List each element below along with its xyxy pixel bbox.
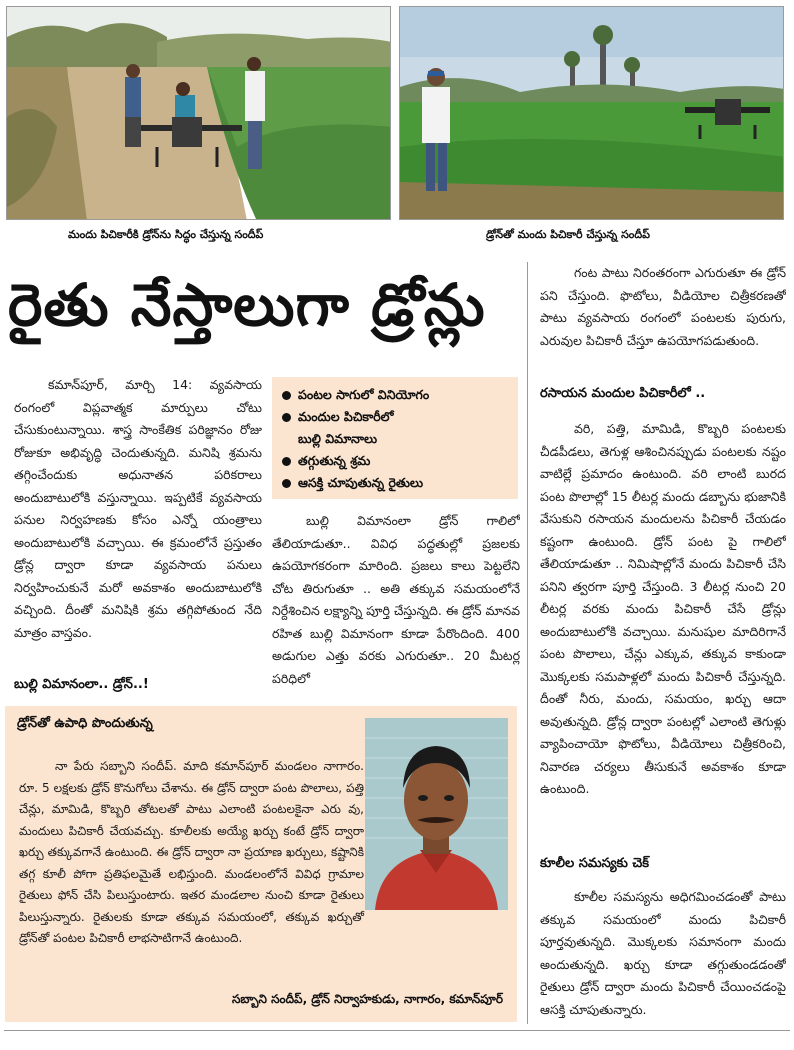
photo-drone-preparation	[6, 6, 391, 220]
highlights-box	[272, 377, 518, 499]
photo-drone-spraying	[399, 6, 784, 220]
column-3-paragraph-3: కూలీల సమస్యను అధిగమించడంతో పాటు తక్కువ సమయంలో మందు పిచికారీ పూర్తవుతున్నది. మొక్కలకు సమానంగా మందు అందుతున్నది. ఖర్చు కూడా తగ్గుతుండడంతో రైతులు డ్రోన్ ద్వారా మందు పిచికారీ చేయించడంపై ఆసక్తి చూపుతున్నారు.	[540, 889, 786, 1017]
column-3-text-bottom	[540, 886, 786, 1026]
column-divider	[527, 262, 528, 1024]
column-3-paragraph-1: గంట పాటు నిరంతరంగా ఎగురుతూ ఈ డ్రోన్ పని చేస్తుంది. ఫొటోలు, వీడియోల చిత్రీకరణతో పాటు వ్యవసాయ రంగంలో పంటలకు పురుగు, ఎరువుల పిచికారీ చేస్తూ ఉపయోగపడుతుంది.	[540, 265, 786, 348]
highlight-item	[280, 450, 510, 472]
headline: రైతు నేస్తాలుగా డ్రోన్లు	[8, 271, 486, 339]
highlight-text: తగ్గుతున్న శ్రమ	[298, 453, 371, 468]
highlight-item-continued	[280, 428, 510, 450]
column-3-paragraph-2: వరి, పత్తి, మామిడి, కొబ్బరి పంటలకు చీడపీడలు, తెగుళ్ల ఆశించినప్పుడు పంటలకు నష్టం వాటిల్లే ప్రమాదం ఉంటుంది. వరి లాంటి బురద పంట పొలాల్లో 15 లీటర్ల మందు డబ్బాను భుజానికి వేసుకుని రసాయన మందులను పిచికారీ చేయడం కష్టంగా ఉంటుంది. డ్రోన్ పంట పై గాలిలో తేలియాడుతూ .. నిమిషాల్లోనే మందు పిచికారీ చేసి పనిని త్వరగా పూర్తి చేస్తుంది. 3 లీటర్ల నుంచి 20 లీటర్ల వరకు మందు పిచికారీ చేసే డ్రోన్లు అందుబాటులోకి వచ్చాయి. మనుషుల మాదిరిగానే పంట పొలాలు, చేన్లు ఎక్కువ, తక్కువ కాకుండా మొక్కలకు సమపాళ్లలో మందు పిచికారీ చేస్తున్నది. దీంతో నీరు, మందు, సమయం, ఖర్చు ఆదా అవుతున్నది. డ్రోన్ల ద్వారా పంటల్లో ఎలాంటి తెగుళ్లు వ్యాపించాయో ఫొటోలు, వీడియోలు చిత్రీకరించి, నివారణ చర్యలు తీసుకునే అవకాశం కూడా ఉంటుంది.	[540, 421, 786, 796]
column-1-subhead: బుల్లి విమానంలా.. డ్రోన్..!	[14, 677, 149, 692]
bullet-icon	[282, 457, 291, 466]
column-3-text-middle	[540, 418, 786, 846]
column-1-paragraph: కమాన్‌పూర్, మార్చి 14: వ్యవసాయ రంగంలో విప్లవాత్మక మార్పులు చోటు చేసుకుంటున్నాయి. శాస్త్ర సాంకేతిక పరిజ్ఞానం రోజు రోజుకూ అభివృద్ధి చెందుతున్నది. మనిషి శ్రమను తగ్గించేందుకు అధునాతన పరికరాలు అందుబాటులోకి వస్తున్నాయి. ఇప్పటికే వ్యవసాయ పనుల నిర్వహణకు కోసం ఎన్నో యంత్రాలు అందుబాటులోకి వచ్చాయి. ఈ క్రమంలోనే ప్రస్తుతం డ్రోన్ల ద్వారా కూడా వ్యవసాయ పనులు నిర్వహించుకునే మరో అవకాశం అందుబాటులోకి వచ్చింది. దీంతో మనిషికి శ్రమ తగ్గిపోతుంద నేది మాత్రం వాస్తవం.	[14, 377, 262, 640]
highlight-item	[280, 472, 510, 494]
interview-text	[19, 756, 364, 950]
highlight-text: పంటల సాగులో వినియోగం	[298, 387, 430, 402]
bullet-icon	[282, 391, 291, 400]
highlight-item	[280, 384, 510, 406]
column-3-text-top	[540, 262, 786, 375]
portrait-photo	[365, 718, 508, 910]
photo-right-caption: డ్రోన్‌తో మందు పిచికారీ చేస్తున్న సందీప్	[486, 228, 650, 241]
interview-title: డ్రోన్‌తో ఉపాధి పొందుతున్న	[17, 716, 153, 731]
column-2-paragraph: బుల్లి విమానంలా డ్రోన్ గాలిలో తేలియాడుతూ.. వివిధ పద్ధతుల్లో ప్రజలకు ఉపయోగకరంగా మారింది. ప్రజలు కాలు పెట్టలేని చోట తిరుగుతూ .. అతి తక్కువ సమయంలోనే నిర్దేశించిన లక్ష్యాన్ని పూర్తి చేస్తున్నది. ఈ డ్రోన్ మానవ రహిత బుల్లి విమానంగా కూడా పేరొందింది. 400 అడుగుల ఎత్తు వరకు ఎగురుతూ.. 20 మీటర్ల పరిధిలో	[272, 513, 520, 686]
photo-left-caption: మందు పిచికారీకి డ్రోన్‌ను సిద్ధం చేస్తున్న సందీప్	[68, 228, 264, 241]
highlight-text: మందుల పిచికారీలో	[298, 409, 394, 424]
bullet-icon	[282, 413, 291, 422]
column-1-text	[14, 374, 262, 696]
highlight-text: బుల్లి విమానాలు	[298, 431, 378, 446]
bottom-rule	[4, 1030, 790, 1031]
highlight-item	[280, 406, 510, 428]
column-3-subhead-2: కూలీల సమస్యకు చెక్	[540, 856, 650, 871]
column-3-subhead-1: రసాయన మందుల పిచికారీలో ..	[540, 386, 706, 401]
bullet-icon	[282, 479, 291, 488]
interview-paragraph: నా పేరు సబ్బాని సందీప్. మాది కమాన్‌పూర్ మండలం నాగారం. రూ. 5 లక్షలకు డ్రోన్ కొనుగోలు చేశాను. ఈ డ్రోన్ ద్వారా పంట పొలాలు, పత్తి చేన్లు, మామిడి, కొబ్బరి తోటలతో పాటు ఎలాంటి పంటలకైనా ఎరు వు, మందులు పిచికారీ చేయవచ్చు. కూలీలకు అయ్యే ఖర్చు కంటే డ్రోన్ ద్వారా ఖర్చు తక్కువగానే ఉంటుంది. ఈ డ్రోన్ ద్వారా నా ప్రయాణ ఖర్చులు, కష్టానికి తగ్గ కూలీ పోగా ప్రతిఫలమైతే లభిస్తుంది. మండలంలోనే వివిధ గ్రామాల రైతులు ఫోన్ చేసి పిలుస్తుంటారు. ఇతర మండలాల నుంచి కూడా రైతులు పిలుస్తున్నారు. రైతులకు కూడా తక్కువ సమయంలో, తక్కువ ఖర్చుతో డ్రోన్‌తో పంటల పిచికారీ లాభసాటిగానే ఉంటుంది.	[19, 759, 364, 945]
photo-drone-spraying-image	[400, 7, 784, 220]
column-2-text	[272, 510, 520, 694]
portrait-image	[365, 718, 508, 910]
highlight-text: ఆసక్తి చూపుతున్న రైతులు	[298, 475, 424, 490]
interview-signature: సబ్బాని సందీప్, డ్రోన్ నిర్వాహకుడు, నాగారం, కమాన్‌పూర్	[231, 992, 503, 1006]
photo-drone-preparation-image	[7, 7, 391, 220]
